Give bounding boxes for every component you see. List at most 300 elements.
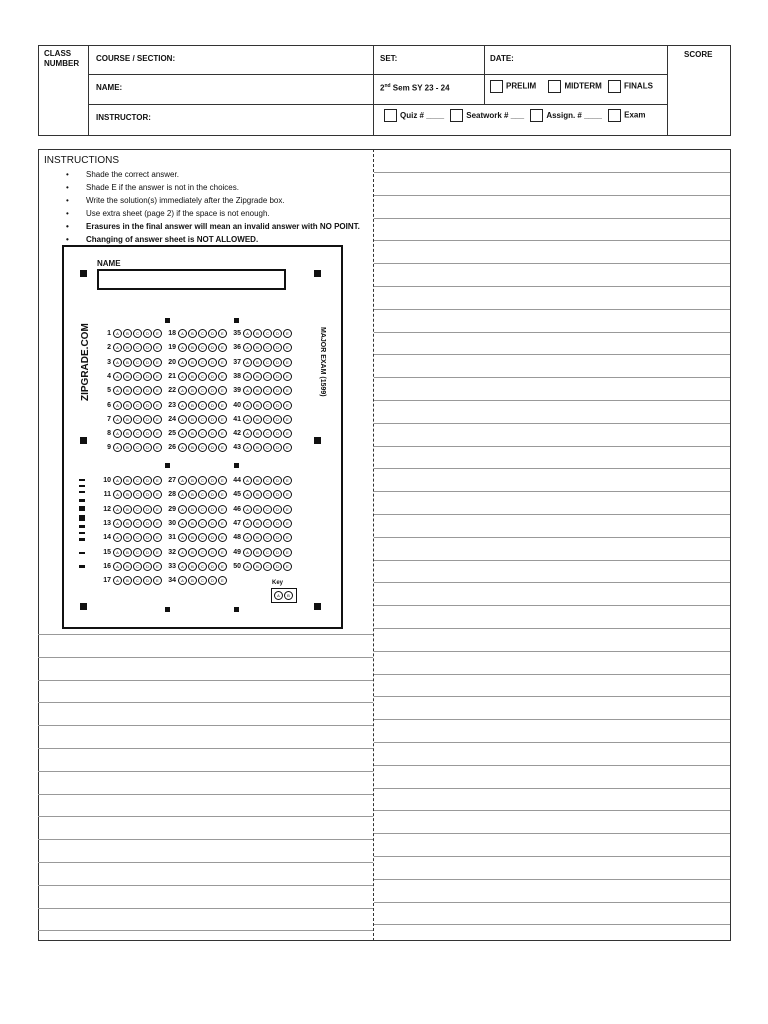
answer-bubble[interactable]: D	[143, 343, 152, 352]
answer-bubble[interactable]: A	[113, 443, 122, 452]
answer-bubble[interactable]: A	[243, 343, 252, 352]
answer-row	[98, 505, 163, 514]
answer-bubble[interactable]: D	[143, 519, 152, 528]
answer-bubble[interactable]: B	[188, 429, 197, 438]
answer-bubble[interactable]: D	[273, 505, 282, 514]
answer-bubble[interactable]: A	[243, 490, 252, 499]
answer-bubble[interactable]: C	[133, 358, 142, 367]
answer-bubble[interactable]: D	[273, 548, 282, 557]
answer-bubble[interactable]: E	[283, 443, 292, 452]
answer-bubble[interactable]: D	[208, 576, 217, 585]
answer-bubble[interactable]: D	[273, 358, 282, 367]
answer-bubble[interactable]: C	[263, 372, 272, 381]
answer-bubble[interactable]: B	[188, 415, 197, 424]
answer-bubble[interactable]: E	[153, 519, 162, 528]
answer-bubble[interactable]: C	[198, 443, 207, 452]
zip-name-field[interactable]	[97, 269, 286, 290]
answer-row	[98, 372, 163, 381]
answer-bubble[interactable]: D	[273, 401, 282, 410]
answer-bubble[interactable]: B	[188, 372, 197, 381]
answer-bubble[interactable]: A	[178, 519, 187, 528]
answer-row	[228, 490, 293, 499]
answer-bubble[interactable]: B	[188, 533, 197, 542]
question-number: 34	[168, 577, 176, 585]
question-number: 41	[233, 415, 241, 423]
prelim-checkbox[interactable]	[490, 80, 503, 93]
answer-bubble[interactable]: D	[273, 443, 282, 452]
answer-bubble[interactable]: A	[243, 401, 252, 410]
answer-bubble[interactable]: E	[218, 329, 227, 338]
answer-bubble[interactable]: A	[178, 401, 187, 410]
answer-bubble[interactable]: B	[188, 519, 197, 528]
answer-bubble[interactable]: A	[113, 548, 122, 557]
answer-bubble[interactable]: A	[243, 386, 252, 395]
answer-bubble[interactable]: A	[178, 533, 187, 542]
answer-bubble[interactable]: A	[178, 329, 187, 338]
answer-bubble[interactable]: B	[123, 476, 132, 485]
writing-line	[374, 833, 730, 834]
answer-bubble[interactable]: B	[123, 519, 132, 528]
answer-bubble[interactable]: E	[153, 386, 162, 395]
answer-row	[98, 476, 163, 485]
answer-bubble[interactable]: C	[198, 519, 207, 528]
answer-bubble[interactable]: C	[263, 386, 272, 395]
answer-bubble[interactable]: D	[273, 343, 282, 352]
answer-bubble[interactable]: D	[208, 443, 217, 452]
answer-bubble[interactable]: B	[123, 329, 132, 338]
answer-bubble[interactable]: A	[113, 490, 122, 499]
answer-bubble[interactable]: D	[273, 562, 282, 571]
answer-bubble[interactable]: C	[263, 490, 272, 499]
answer-bubble[interactable]: E	[283, 548, 292, 557]
answer-bubble[interactable]: C	[198, 329, 207, 338]
answer-bubble[interactable]: D	[143, 576, 152, 585]
answer-bubble[interactable]: A	[113, 429, 122, 438]
answer-bubble[interactable]: E	[153, 562, 162, 571]
answer-bubble[interactable]: E	[218, 562, 227, 571]
answer-bubble[interactable]: D	[273, 533, 282, 542]
answer-bubble[interactable]: E	[153, 476, 162, 485]
answer-bubble[interactable]: C	[133, 329, 142, 338]
answer-bubble[interactable]: B	[188, 548, 197, 557]
answer-bubble[interactable]: E	[218, 429, 227, 438]
answer-bubble[interactable]: E	[153, 429, 162, 438]
answer-bubble[interactable]: D	[143, 401, 152, 410]
answer-bubble[interactable]: B	[123, 576, 132, 585]
answer-bubble[interactable]: E	[153, 415, 162, 424]
answer-bubble[interactable]: B	[123, 386, 132, 395]
writing-line	[38, 839, 373, 840]
answer-bubble[interactable]: B	[123, 548, 132, 557]
answer-bubble[interactable]: A	[113, 343, 122, 352]
answer-bubble[interactable]: C	[133, 476, 142, 485]
answer-bubble[interactable]: E	[153, 533, 162, 542]
answer-bubble[interactable]: B	[253, 562, 262, 571]
answer-bubble[interactable]: D	[208, 329, 217, 338]
answer-bubble[interactable]: C	[133, 548, 142, 557]
answer-bubble[interactable]: B	[188, 343, 197, 352]
answer-bubble[interactable]: A	[178, 505, 187, 514]
answer-bubble[interactable]: A	[113, 505, 122, 514]
answer-bubble[interactable]: A	[243, 443, 252, 452]
answer-bubble[interactable]: C	[133, 576, 142, 585]
assign-checkbox[interactable]	[530, 109, 543, 122]
answer-bubble[interactable]: C	[198, 576, 207, 585]
exam-checkbox[interactable]	[608, 109, 621, 122]
answer-bubble[interactable]: D	[208, 358, 217, 367]
alignment-square	[314, 437, 321, 444]
answer-bubble[interactable]: C	[263, 429, 272, 438]
answer-bubble[interactable]: D	[208, 401, 217, 410]
answer-bubble[interactable]: A	[243, 548, 252, 557]
answer-bubble[interactable]: A	[113, 329, 122, 338]
answer-bubble[interactable]: D	[143, 358, 152, 367]
answer-bubble[interactable]: C	[198, 372, 207, 381]
answer-bubble[interactable]: A	[113, 401, 122, 410]
question-number: 30	[168, 519, 176, 527]
answer-bubble[interactable]: C	[133, 401, 142, 410]
answer-bubble[interactable]: E	[153, 329, 162, 338]
answer-bubble[interactable]: E	[153, 401, 162, 410]
answer-bubble[interactable]: A	[178, 490, 187, 499]
answer-bubble[interactable]: D	[143, 386, 152, 395]
answer-bubble[interactable]: B	[253, 490, 262, 499]
answer-bubble[interactable]: C	[263, 505, 272, 514]
answer-bubble[interactable]: D	[208, 490, 217, 499]
answer-bubble[interactable]: B	[188, 358, 197, 367]
answer-bubble[interactable]: D	[208, 476, 217, 485]
answer-bubble[interactable]: A	[113, 533, 122, 542]
answer-bubble[interactable]: B	[123, 505, 132, 514]
answer-bubble[interactable]: C	[263, 358, 272, 367]
answer-bubble[interactable]: C	[198, 415, 207, 424]
answer-bubble[interactable]: D	[143, 415, 152, 424]
answer-bubble[interactable]: B	[123, 401, 132, 410]
answer-bubble[interactable]: B	[123, 443, 132, 452]
answer-bubble[interactable]: A	[178, 372, 187, 381]
answer-bubble[interactable]: C	[133, 343, 142, 352]
answer-bubble[interactable]: A	[178, 562, 187, 571]
answer-bubble[interactable]: C	[198, 505, 207, 514]
answer-bubble[interactable]: C	[198, 562, 207, 571]
answer-bubble[interactable]: D	[143, 505, 152, 514]
answer-bubble[interactable]: A	[243, 476, 252, 485]
answer-bubble[interactable]: B	[123, 358, 132, 367]
answer-bubble[interactable]: C	[198, 401, 207, 410]
answer-row	[228, 343, 293, 352]
answer-bubble[interactable]: C	[133, 533, 142, 542]
answer-bubble[interactable]: E	[153, 372, 162, 381]
answer-bubble[interactable]: C	[263, 562, 272, 571]
answer-bubble[interactable]: E	[218, 358, 227, 367]
answer-bubble[interactable]: A	[178, 576, 187, 585]
answer-row	[228, 358, 293, 367]
answer-bubble[interactable]: E	[283, 415, 292, 424]
answer-bubble[interactable]: B	[188, 443, 197, 452]
quiz-checkbox[interactable]	[384, 109, 397, 122]
answer-bubble[interactable]: B	[188, 329, 197, 338]
answer-bubble[interactable]: E	[283, 372, 292, 381]
answer-bubble[interactable]: B	[253, 415, 262, 424]
answer-bubble[interactable]: C	[263, 343, 272, 352]
answer-bubble[interactable]: C	[133, 443, 142, 452]
answer-bubble[interactable]: B	[123, 372, 132, 381]
answer-bubble[interactable]: B	[123, 415, 132, 424]
answer-bubble[interactable]: E	[218, 443, 227, 452]
answer-row	[98, 343, 163, 352]
answer-bubble[interactable]: E	[283, 329, 292, 338]
alignment-square	[234, 463, 239, 468]
answer-bubble[interactable]: D	[143, 329, 152, 338]
answer-bubble[interactable]: D	[273, 476, 282, 485]
semester-label: 2nd Sem SY 23 - 24	[380, 83, 450, 93]
question-number: 50	[233, 562, 241, 570]
answer-bubble[interactable]: C	[133, 386, 142, 395]
answer-bubble[interactable]: B	[253, 519, 262, 528]
answer-bubble[interactable]: B	[123, 343, 132, 352]
answer-row	[228, 548, 293, 557]
answer-bubble[interactable]: E	[283, 519, 292, 528]
answer-bubble[interactable]: C	[133, 519, 142, 528]
alignment-square	[314, 603, 321, 610]
answer-bubble[interactable]: B	[253, 358, 262, 367]
answer-bubble[interactable]: E	[218, 476, 227, 485]
answer-bubble[interactable]: D	[208, 505, 217, 514]
answer-bubble[interactable]: A	[178, 476, 187, 485]
answer-row	[163, 576, 228, 585]
answer-bubble[interactable]: C	[263, 533, 272, 542]
answer-bubble[interactable]: E	[218, 505, 227, 514]
midterm-checkbox[interactable]	[548, 80, 561, 93]
answer-bubble[interactable]: E	[153, 443, 162, 452]
question-number: 20	[168, 358, 176, 366]
answer-bubble[interactable]: B	[188, 386, 197, 395]
answer-bubble[interactable]: E	[283, 401, 292, 410]
writing-line	[374, 400, 730, 401]
answer-bubble[interactable]: C	[198, 358, 207, 367]
answer-bubble[interactable]: B	[188, 476, 197, 485]
answer-bubble[interactable]: D	[273, 329, 282, 338]
finals-checkbox[interactable]	[608, 80, 621, 93]
answer-bubble[interactable]: C	[198, 476, 207, 485]
answer-bubble[interactable]: E	[218, 386, 227, 395]
answer-bubble[interactable]: A	[113, 372, 122, 381]
answer-row	[228, 562, 293, 571]
answer-bubble[interactable]: B	[188, 562, 197, 571]
answer-bubble[interactable]: D	[143, 372, 152, 381]
answer-bubble[interactable]: D	[208, 415, 217, 424]
answer-bubble[interactable]: B	[253, 476, 262, 485]
answer-bubble[interactable]: C	[133, 562, 142, 571]
answer-bubble[interactable]: A	[178, 415, 187, 424]
alignment-square	[234, 318, 239, 323]
answer-bubble[interactable]: D	[143, 443, 152, 452]
answer-bubble[interactable]: D	[208, 533, 217, 542]
answer-bubble[interactable]: D	[208, 548, 217, 557]
answer-bubble[interactable]: C	[198, 343, 207, 352]
question-number: 29	[168, 505, 176, 513]
answer-bubble[interactable]: B	[253, 386, 262, 395]
answer-bubble[interactable]: D	[208, 519, 217, 528]
answer-bubble[interactable]: E	[218, 533, 227, 542]
answer-bubble[interactable]: C	[263, 548, 272, 557]
answer-bubble[interactable]: B	[253, 533, 262, 542]
zipgrade-brand-text: ZIPGRADE.COM	[80, 323, 91, 401]
answer-bubble[interactable]: D	[208, 386, 217, 395]
answer-bubble[interactable]: E	[283, 476, 292, 485]
answer-bubble[interactable]: A	[243, 505, 252, 514]
answer-bubble[interactable]: C	[198, 533, 207, 542]
answer-bubble[interactable]: A	[178, 443, 187, 452]
answer-bubble[interactable]: D	[208, 562, 217, 571]
writing-line	[374, 286, 730, 287]
answer-bubble[interactable]: A	[178, 358, 187, 367]
answer-bubble[interactable]: C	[133, 415, 142, 424]
answer-bubble[interactable]: B	[253, 343, 262, 352]
answer-bubble[interactable]: C	[133, 372, 142, 381]
answer-bubble[interactable]: B	[188, 505, 197, 514]
answer-bubble[interactable]: A	[243, 429, 252, 438]
answer-bubble[interactable]: D	[208, 429, 217, 438]
instructions	[44, 154, 374, 246]
answer-bubble[interactable]: B	[253, 372, 262, 381]
answer-bubble[interactable]: D	[143, 490, 152, 499]
answer-bubble[interactable]: A	[113, 415, 122, 424]
answer-bubble[interactable]: B	[123, 562, 132, 571]
answer-bubble[interactable]: A	[243, 329, 252, 338]
answer-bubble[interactable]: E	[283, 386, 292, 395]
answer-bubble[interactable]: E	[153, 490, 162, 499]
answer-bubble[interactable]: B	[253, 443, 262, 452]
answer-bubble[interactable]: B	[123, 490, 132, 499]
answer-bubble[interactable]: E	[218, 415, 227, 424]
answer-bubble[interactable]: A	[243, 358, 252, 367]
answer-bubble[interactable]: A	[113, 576, 122, 585]
answer-bubble[interactable]: D	[143, 429, 152, 438]
answer-bubble[interactable]: B	[253, 429, 262, 438]
seatwork-checkbox[interactable]	[450, 109, 463, 122]
answer-bubble[interactable]: A	[178, 386, 187, 395]
answer-bubble[interactable]: D	[143, 548, 152, 557]
answer-bubble[interactable]: A	[243, 562, 252, 571]
answer-bubble[interactable]: C	[263, 329, 272, 338]
answer-bubble[interactable]: B	[253, 548, 262, 557]
answer-bubble[interactable]: D	[143, 533, 152, 542]
answer-bubble[interactable]: E	[153, 343, 162, 352]
answer-bubble[interactable]: A	[243, 519, 252, 528]
answer-bubble[interactable]: B	[188, 490, 197, 499]
answer-bubble[interactable]: C	[198, 386, 207, 395]
answer-bubble[interactable]: A	[113, 519, 122, 528]
answer-bubble[interactable]: E	[283, 358, 292, 367]
answer-bubble[interactable]: C	[263, 476, 272, 485]
answer-bubble[interactable]: D	[143, 562, 152, 571]
answer-row	[228, 372, 293, 381]
answer-bubble[interactable]: E	[153, 576, 162, 585]
answer-bubble[interactable]: A	[178, 343, 187, 352]
answer-bubble[interactable]: C	[133, 490, 142, 499]
answer-bubble[interactable]: E	[283, 533, 292, 542]
answer-row	[163, 358, 228, 367]
course-section-label: COURSE / SECTION:	[96, 54, 176, 63]
answer-bubble[interactable]: B	[188, 576, 197, 585]
answer-bubble[interactable]: D	[273, 490, 282, 499]
answer-bubble[interactable]: E	[218, 576, 227, 585]
answer-bubble[interactable]: A	[243, 415, 252, 424]
answer-bubble[interactable]: B	[188, 401, 197, 410]
answer-bubble[interactable]: E	[283, 429, 292, 438]
answer-bubble[interactable]: C	[198, 548, 207, 557]
answer-bubble[interactable]: E	[218, 372, 227, 381]
answer-bubble[interactable]: D	[208, 343, 217, 352]
answer-bubble[interactable]: B	[123, 429, 132, 438]
answer-bubble[interactable]: E	[218, 343, 227, 352]
answer-row	[163, 329, 228, 338]
question-number: 25	[168, 430, 176, 438]
major-exam-label: MAJOR EXAM (1599)	[319, 327, 326, 397]
writing-line	[38, 816, 373, 817]
answer-bubble[interactable]: A	[113, 358, 122, 367]
answer-bubble[interactable]: E	[283, 343, 292, 352]
answer-bubble[interactable]: E	[283, 490, 292, 499]
answer-bubble[interactable]: B	[253, 329, 262, 338]
answer-bubble[interactable]: D	[273, 372, 282, 381]
writing-line	[374, 719, 730, 720]
answer-bubble[interactable]: E	[218, 490, 227, 499]
answer-bubble[interactable]: A	[243, 372, 252, 381]
writing-line	[374, 765, 730, 766]
answer-bubble[interactable]: E	[153, 358, 162, 367]
answer-bubble[interactable]: E	[153, 505, 162, 514]
answer-bubble[interactable]: A	[243, 533, 252, 542]
answer-bubble[interactable]: E	[218, 548, 227, 557]
question-number: 9	[107, 444, 111, 452]
question-number: 28	[168, 491, 176, 499]
answer-row	[98, 329, 163, 338]
writing-line	[38, 657, 373, 658]
answer-bubble[interactable]: E	[218, 401, 227, 410]
answer-bubble[interactable]: C	[263, 519, 272, 528]
answer-bubble[interactable]: C	[263, 443, 272, 452]
answer-bubble[interactable]: E	[283, 562, 292, 571]
answer-bubble[interactable]: D	[143, 476, 152, 485]
answer-bubble[interactable]: C	[198, 490, 207, 499]
answer-bubble[interactable]: E	[218, 519, 227, 528]
answer-bubble[interactable]: B	[253, 401, 262, 410]
answer-bubble[interactable]: D	[273, 386, 282, 395]
answer-bubble[interactable]: C	[133, 505, 142, 514]
answer-bubble[interactable]: E	[283, 505, 292, 514]
question-number: 37	[233, 358, 241, 366]
answer-bubble[interactable]: C	[133, 429, 142, 438]
answer-bubble[interactable]: A	[113, 476, 122, 485]
answer-bubble[interactable]: C	[198, 429, 207, 438]
answer-bubble[interactable]: B	[123, 533, 132, 542]
answer-bubble[interactable]: D	[273, 415, 282, 424]
answer-bubble[interactable]: A	[113, 386, 122, 395]
question-number: 12	[103, 505, 111, 513]
answer-bubble[interactable]: A	[178, 429, 187, 438]
answer-bubble[interactable]: E	[153, 548, 162, 557]
answer-bubble[interactable]: A	[113, 562, 122, 571]
answer-bubble[interactable]: C	[263, 401, 272, 410]
answer-bubble[interactable]: C	[263, 415, 272, 424]
answer-bubble[interactable]: B	[253, 505, 262, 514]
answer-bubble[interactable]: A	[178, 548, 187, 557]
answer-bubble[interactable]: D	[273, 519, 282, 528]
answer-bubble[interactable]: D	[273, 429, 282, 438]
answer-bubble[interactable]: D	[208, 372, 217, 381]
